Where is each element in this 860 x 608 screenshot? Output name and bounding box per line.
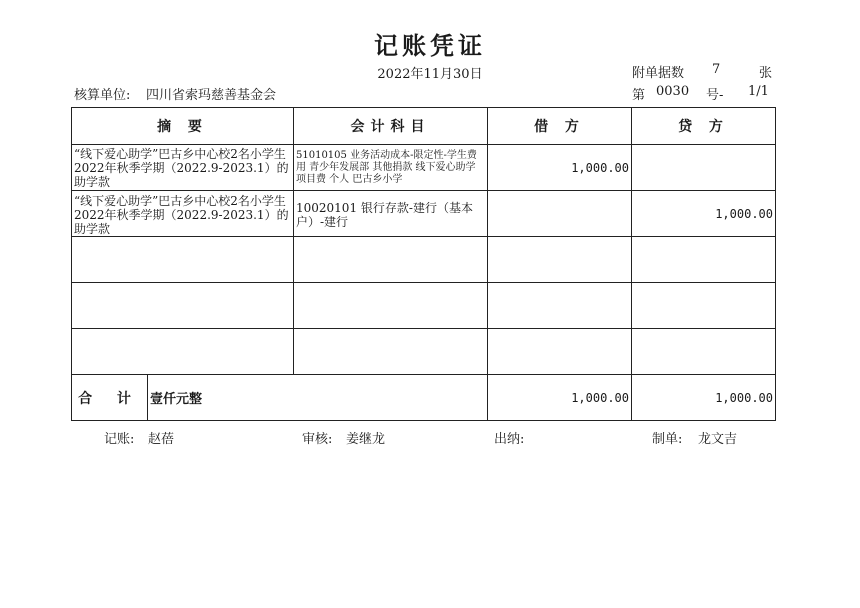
total-label: 合 计	[72, 375, 148, 421]
voucher-date: 2022年11月30日	[377, 67, 483, 82]
voucher-no-number: 0030	[656, 84, 690, 99]
auditor-name: 姜继龙	[346, 432, 386, 447]
table-row-empty	[72, 237, 776, 283]
cashier-label: 出纳:	[494, 432, 525, 447]
header-credit: 贷 方	[632, 108, 776, 145]
voucher-table	[71, 107, 776, 421]
row-debit: 1,000.00	[488, 145, 632, 191]
maker-name: 龙文吉	[698, 432, 738, 447]
table-row-empty	[72, 329, 776, 375]
bookkeeper-label: 记账:	[104, 432, 135, 447]
auditor-label: 审核:	[302, 432, 333, 447]
voucher-title: 记账凭证	[374, 31, 486, 60]
unit-label: 核算单位:	[74, 88, 131, 103]
row-summary: “线下爱心助学”巴古乡中心校2名小学生2022年秋季学期（2022.9-2023.1）的助学款	[72, 145, 294, 191]
row-debit	[488, 191, 632, 237]
row-summary: “线下爱心助学”巴古乡中心校2名小学生2022年秋季学期（2022.9-2023.1）的助学款	[72, 191, 294, 237]
attachments-unit: 张	[759, 66, 773, 81]
row-account: 10020101 银行存款-建行（基本户）-建行	[294, 191, 488, 237]
total-words: 壹仟元整	[148, 375, 488, 421]
table-row	[72, 191, 776, 237]
header-account: 会计科目	[294, 108, 488, 145]
table-row-empty	[72, 283, 776, 329]
voucher-no-suffix: 号-	[706, 88, 724, 103]
row-credit	[632, 145, 776, 191]
total-row	[72, 375, 776, 421]
voucher-page: 1/1	[748, 84, 769, 99]
table-header	[72, 108, 776, 145]
bookkeeper-name: 赵蓓	[148, 432, 175, 447]
unit-name: 四川省索玛慈善基金会	[146, 88, 277, 103]
row-credit: 1,000.00	[632, 191, 776, 237]
header-debit: 借 方	[488, 108, 632, 145]
header-summary: 摘 要	[72, 108, 294, 145]
row-account: 51010105 业务活动成本-限定性-学生费用 青少年发展部 其他捐款 线下爱心助学 项目费 个人 巴古乡小学	[294, 145, 488, 191]
attachments-label: 附单据数	[632, 66, 685, 81]
voucher-no-prefix: 第	[632, 88, 646, 103]
table-row	[72, 145, 776, 191]
maker-label: 制单:	[652, 432, 683, 447]
total-credit: 1,000.00	[632, 375, 776, 421]
total-debit: 1,000.00	[488, 375, 632, 421]
attachments-count: 7	[712, 62, 721, 77]
